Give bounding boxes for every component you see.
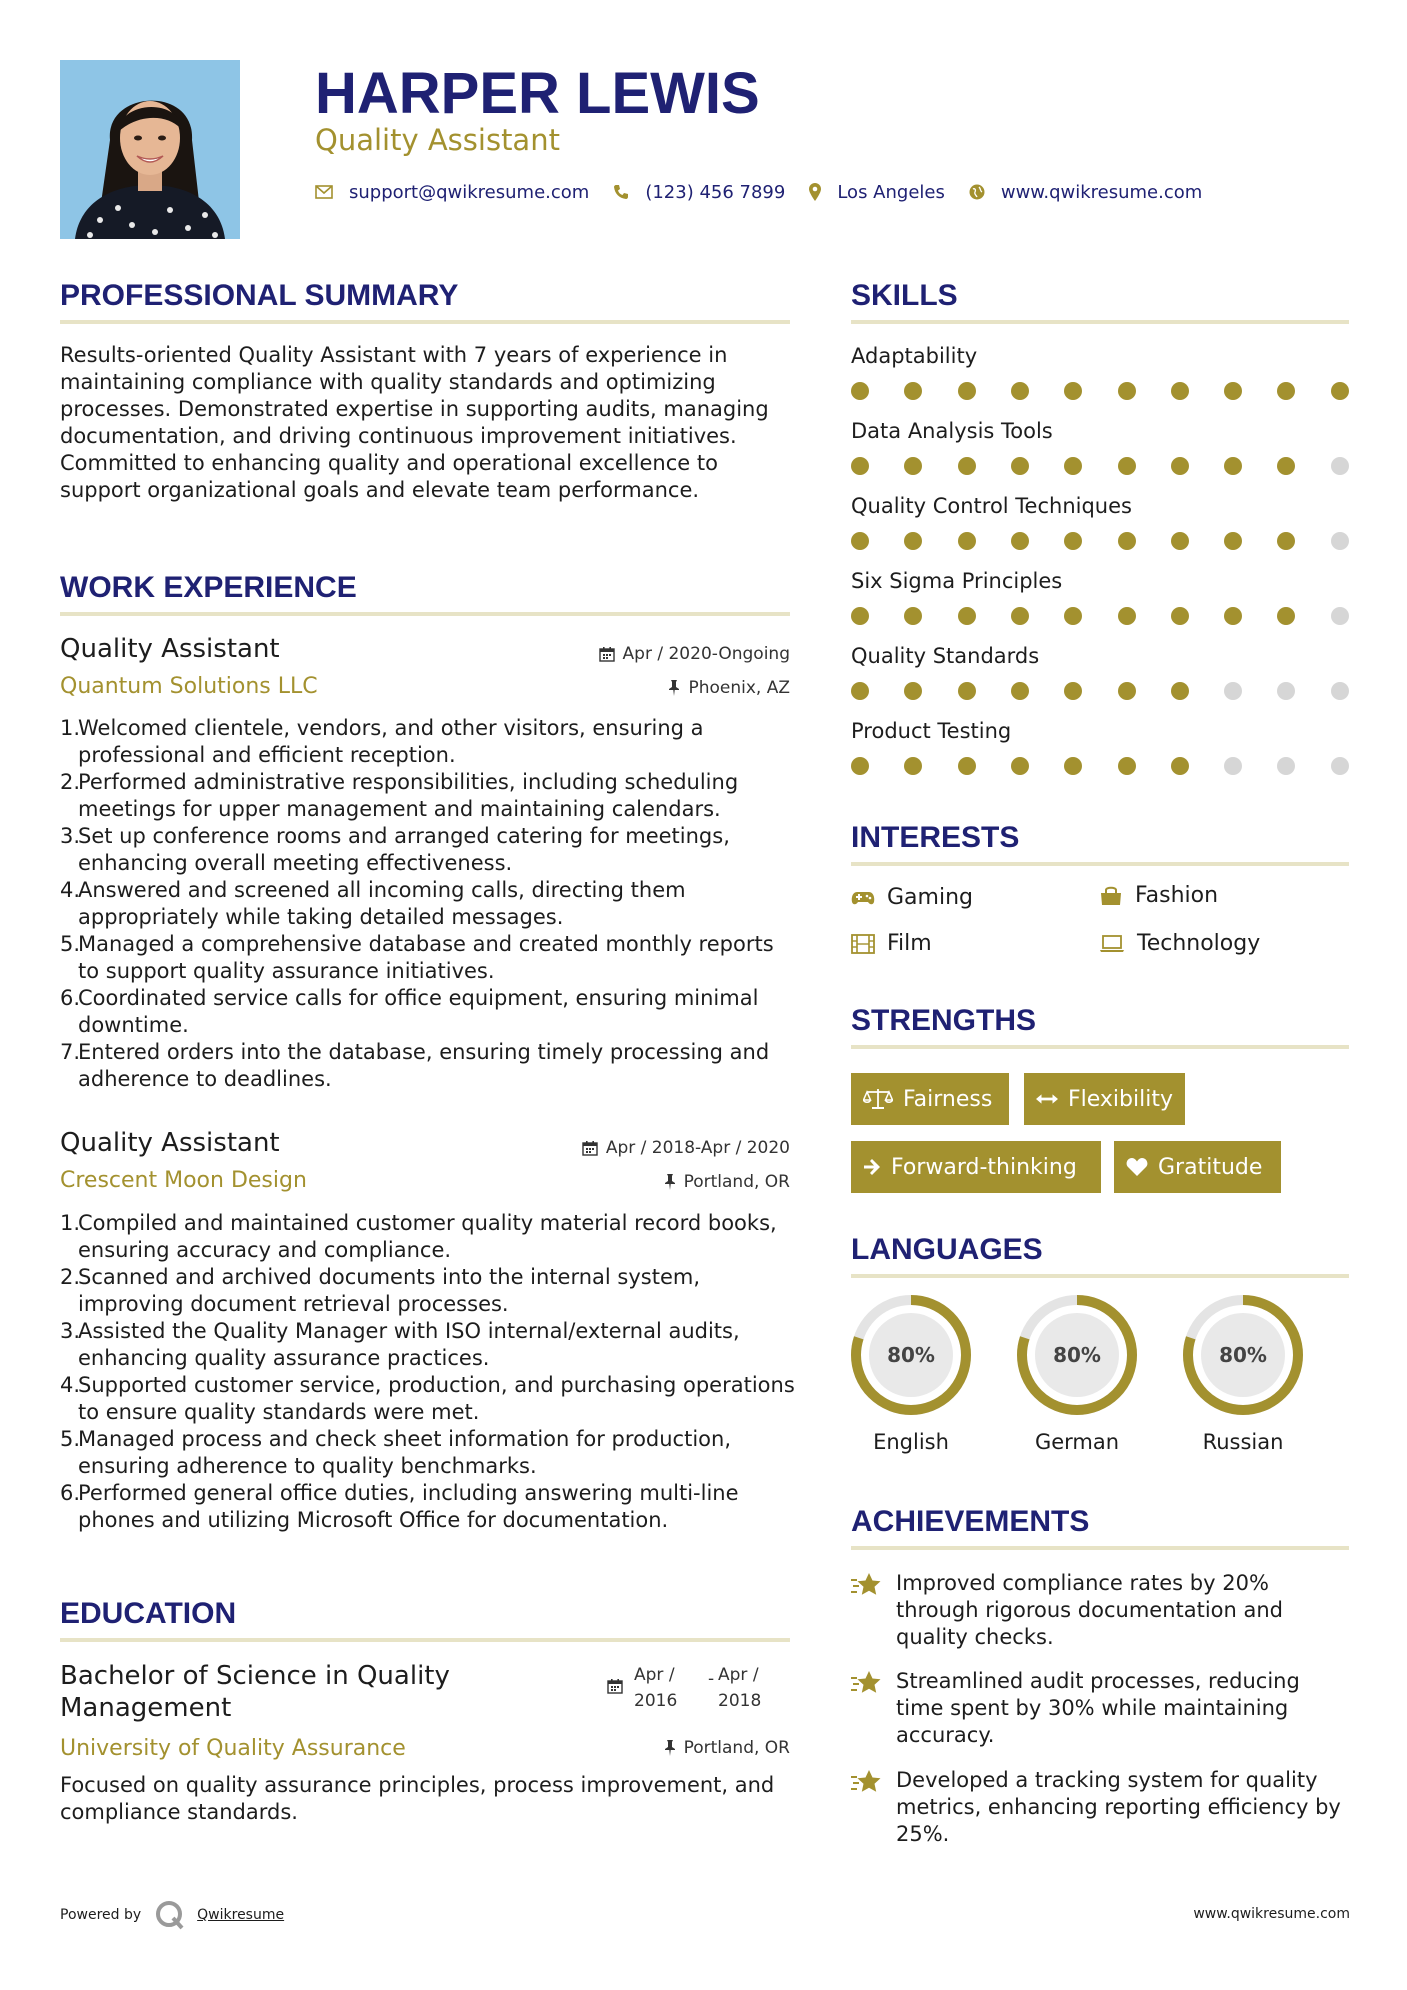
skill-dot-filled bbox=[1064, 382, 1082, 400]
duty-number: 4. bbox=[60, 1373, 81, 1397]
candidate-title: Quality Assistant bbox=[315, 123, 560, 157]
skill-dot-empty bbox=[1224, 757, 1242, 775]
duty-item bbox=[60, 715, 795, 769]
duty-item bbox=[60, 985, 795, 1039]
edu-end-month: Apr / bbox=[718, 1665, 759, 1685]
summary-divider bbox=[60, 320, 790, 324]
skill-dot-filled bbox=[1171, 607, 1189, 625]
job-2-dates bbox=[582, 1137, 790, 1159]
job-2-location-text: Portland, OR bbox=[683, 1172, 790, 1192]
skill-dot-filled bbox=[1064, 757, 1082, 775]
achievement-text: Streamlined audit processes, reducing time spent by 30% while maintaining accuracy. bbox=[896, 1669, 1300, 1747]
skill-dot-filled bbox=[1277, 607, 1295, 625]
language-name: English bbox=[873, 1430, 949, 1454]
duty-number: 1. bbox=[60, 716, 81, 740]
duty-item bbox=[60, 823, 795, 877]
job-1-dates-text: Apr / 2020-Ongoing bbox=[622, 644, 790, 664]
duty-text: Scanned and archived documents into the internal system, improving document retrieval processes. bbox=[78, 1265, 701, 1316]
strength-badge-fairness bbox=[851, 1073, 1009, 1125]
email-text: support@qwikresume.com bbox=[349, 181, 590, 203]
duty-item bbox=[60, 877, 795, 931]
star-award-icon bbox=[851, 1769, 883, 1799]
languages-divider bbox=[851, 1274, 1349, 1278]
skill-name: Quality Standards bbox=[851, 644, 1040, 668]
duty-number: 6. bbox=[60, 986, 81, 1010]
footer-powered-by bbox=[60, 1900, 284, 1930]
phone-text: (123) 456 7899 bbox=[645, 181, 786, 203]
pushpin-icon bbox=[664, 1174, 676, 1190]
duty-number: 5. bbox=[60, 932, 81, 956]
skill-dot-empty bbox=[1277, 757, 1295, 775]
interest-technology-label: Technology bbox=[1137, 931, 1261, 956]
calendar-icon bbox=[582, 1140, 598, 1156]
duty-number: 7. bbox=[60, 1040, 81, 1064]
powered-by-text: Powered by bbox=[60, 1907, 142, 1923]
skill-dot-filled bbox=[1171, 382, 1189, 400]
duty-text: Managed a comprehensive database and created monthly reports to support quality assurance initiatives. bbox=[78, 932, 774, 983]
arrows-horizontal-icon bbox=[1036, 1093, 1058, 1105]
duty-item bbox=[60, 1264, 795, 1318]
job-2-company: Crescent Moon Design bbox=[60, 1168, 307, 1193]
skill-dot-filled bbox=[1118, 382, 1136, 400]
footer-url[interactable]: www.qwikresume.com bbox=[1193, 1906, 1350, 1922]
phone-icon bbox=[613, 184, 629, 200]
skill-dot-filled bbox=[904, 382, 922, 400]
skill-rating bbox=[851, 457, 1346, 475]
language-name: German bbox=[1034, 1430, 1120, 1454]
website-text: www.qwikresume.com bbox=[1000, 181, 1203, 203]
achievement-text: Improved compliance rates by 20% through rigorous documentation and quality checks. bbox=[896, 1571, 1284, 1649]
language-percent: 80% bbox=[887, 1343, 935, 1367]
achievements-divider bbox=[851, 1546, 1349, 1550]
education-divider bbox=[60, 1638, 790, 1642]
language-ring-chart bbox=[849, 1293, 973, 1417]
degree-title: Bachelor of Science in Quality Management bbox=[60, 1661, 450, 1723]
duty-text: Supported customer service, production, and purchasing operations to ensure quality standards were met. bbox=[78, 1373, 795, 1424]
edu-start-year: 2016 bbox=[634, 1691, 678, 1711]
calendar-icon bbox=[599, 646, 615, 662]
duty-text: Entered orders into the database, ensuring timely processing and adherence to deadlines. bbox=[78, 1040, 770, 1091]
language-ring bbox=[1015, 1293, 1139, 1417]
calendar-icon bbox=[607, 1678, 623, 1694]
strength-badge-forward-thinking bbox=[851, 1141, 1101, 1193]
skill-dot-filled bbox=[1011, 607, 1029, 625]
job-1-title: Quality Assistant bbox=[60, 634, 280, 664]
skill-dot-filled bbox=[958, 757, 976, 775]
interests-divider bbox=[851, 862, 1349, 866]
job-2-dates-text: Apr / 2018-Apr / 2020 bbox=[605, 1138, 790, 1158]
job-1-dates bbox=[599, 643, 790, 665]
laptop-icon bbox=[1099, 935, 1125, 953]
skill-dot-empty bbox=[1331, 607, 1349, 625]
skill-dot-filled bbox=[904, 532, 922, 550]
strength-badge-gratitude bbox=[1114, 1141, 1281, 1193]
gamepad-icon bbox=[851, 890, 875, 906]
skill-dot-filled bbox=[1011, 757, 1029, 775]
achievement-text: Developed a tracking system for quality metrics, enhancing reporting efficiency by 25%. bbox=[896, 1768, 1341, 1846]
skill-dot-filled bbox=[1171, 532, 1189, 550]
skill-dot-filled bbox=[1224, 382, 1242, 400]
skill-rating bbox=[851, 532, 1346, 550]
skill-dot-empty bbox=[1331, 532, 1349, 550]
skill-dot-filled bbox=[851, 682, 869, 700]
interests-heading: INTERESTS bbox=[851, 821, 1020, 854]
globe-icon bbox=[969, 184, 985, 200]
duty-number: 3. bbox=[60, 1319, 81, 1343]
duty-text: Answered and screened all incoming calls, directing them appropriately while taking detailed messages. bbox=[78, 878, 686, 929]
achievements-heading: ACHIEVEMENTS bbox=[851, 1505, 1090, 1538]
skill-rating bbox=[851, 757, 1346, 775]
brand-link[interactable]: Qwikresume bbox=[197, 1907, 285, 1923]
contact-location bbox=[809, 182, 945, 203]
interest-film bbox=[851, 930, 932, 958]
skill-dot-filled bbox=[904, 682, 922, 700]
skill-dot-filled bbox=[904, 757, 922, 775]
duty-item bbox=[60, 769, 795, 823]
heart-icon bbox=[1126, 1157, 1148, 1177]
skill-name: Product Testing bbox=[851, 719, 1012, 743]
skill-dot-filled bbox=[1171, 457, 1189, 475]
language-ring bbox=[849, 1293, 973, 1417]
skill-dot-filled bbox=[1118, 532, 1136, 550]
interest-technology bbox=[1099, 930, 1260, 958]
skill-dot-empty bbox=[1224, 682, 1242, 700]
contact-website[interactable] bbox=[969, 182, 1202, 203]
skill-rating bbox=[851, 382, 1346, 400]
contact-email[interactable] bbox=[315, 182, 589, 203]
skill-dot-filled bbox=[851, 382, 869, 400]
duty-item bbox=[60, 1426, 795, 1480]
interest-gaming-label: Gaming bbox=[887, 885, 973, 910]
skill-dot-filled bbox=[1277, 532, 1295, 550]
skill-dot-filled bbox=[1277, 382, 1295, 400]
duty-number: 1. bbox=[60, 1211, 81, 1235]
skill-dot-filled bbox=[1011, 382, 1029, 400]
language-name: Russian bbox=[1202, 1430, 1284, 1454]
job-1-location bbox=[668, 677, 790, 699]
map-pin-icon bbox=[809, 183, 821, 201]
skill-dot-filled bbox=[904, 457, 922, 475]
strength-fairness-label: Fairness bbox=[903, 1086, 993, 1112]
skill-dot-filled bbox=[958, 382, 976, 400]
candidate-name: HARPER LEWIS bbox=[315, 61, 760, 126]
duty-text: Performed general office duties, including answering multi-line phones and utilizing Microsoft Office for documentation. bbox=[78, 1481, 739, 1532]
summary-text: Results-oriented Quality Assistant with 7 years of experience in maintaining compliance with quality standards and optimizing processes. Demonstrated expertise in supporting audits, managing documentation, and driving continuous improvement initiatives. Committed to enhancing quality and operational excellence to support organizational goals and elevate team performance. bbox=[60, 343, 769, 502]
skill-dot-filled bbox=[958, 607, 976, 625]
skill-dot-filled bbox=[1224, 457, 1242, 475]
skill-name: Six Sigma Principles bbox=[851, 569, 1063, 593]
envelope-icon bbox=[315, 185, 333, 199]
skill-dot-filled bbox=[1224, 532, 1242, 550]
skill-dot-filled bbox=[1331, 382, 1349, 400]
skill-rating bbox=[851, 607, 1346, 625]
languages-heading: LANGUAGES bbox=[851, 1233, 1043, 1266]
pushpin-icon bbox=[664, 1740, 676, 1756]
skill-dot-filled bbox=[1064, 682, 1082, 700]
location-text: Los Angeles bbox=[837, 181, 945, 203]
qwikresume-logo-icon bbox=[155, 1900, 185, 1930]
duty-item bbox=[60, 1039, 795, 1093]
strength-flexibility-label: Flexibility bbox=[1068, 1086, 1173, 1112]
duty-number: 5. bbox=[60, 1427, 81, 1451]
interest-film-label: Film bbox=[887, 931, 932, 956]
portrait-illustration bbox=[60, 60, 240, 239]
arrow-right-icon bbox=[863, 1158, 881, 1176]
job-1-location-text: Phoenix, AZ bbox=[688, 678, 790, 698]
summary-heading: PROFESSIONAL SUMMARY bbox=[60, 279, 459, 312]
skill-dot-filled bbox=[1277, 457, 1295, 475]
education-location bbox=[664, 1737, 790, 1759]
language-percent: 80% bbox=[1053, 1343, 1101, 1367]
duty-item bbox=[60, 1318, 795, 1372]
experience-heading: WORK EXPERIENCE bbox=[60, 571, 357, 604]
skill-dot-filled bbox=[1118, 757, 1136, 775]
skill-dot-filled bbox=[1224, 607, 1242, 625]
duty-text: Set up conference rooms and arranged catering for meetings, enhancing overall meeting effectiveness. bbox=[78, 824, 730, 875]
experience-divider bbox=[60, 612, 790, 616]
skill-dot-filled bbox=[1011, 532, 1029, 550]
skill-dot-filled bbox=[1118, 607, 1136, 625]
skill-dot-filled bbox=[904, 607, 922, 625]
star-award-icon bbox=[851, 1572, 883, 1602]
strength-gratitude-label: Gratitude bbox=[1158, 1154, 1263, 1180]
duty-number: 2. bbox=[60, 1265, 81, 1289]
edu-start-month: Apr / bbox=[634, 1665, 675, 1685]
bag-icon bbox=[1099, 886, 1123, 906]
duty-item bbox=[60, 1372, 795, 1426]
skill-dot-filled bbox=[1064, 532, 1082, 550]
skill-dot-filled bbox=[1118, 682, 1136, 700]
contact-phone[interactable] bbox=[613, 182, 785, 203]
language-percent: 80% bbox=[1219, 1343, 1267, 1367]
skill-dot-filled bbox=[958, 532, 976, 550]
skill-dot-filled bbox=[1171, 682, 1189, 700]
job-2-duties bbox=[60, 1210, 795, 1534]
duty-text: Welcomed clientele, vendors, and other visitors, ensuring a professional and efficient reception. bbox=[78, 716, 704, 767]
duty-number: 2. bbox=[60, 770, 81, 794]
strength-badge-flexibility bbox=[1024, 1073, 1185, 1125]
job-1-duties bbox=[60, 715, 795, 1093]
skill-dot-filled bbox=[851, 532, 869, 550]
skill-dot-filled bbox=[958, 682, 976, 700]
education-description: Focused on quality assurance principles, process improvement, and compliance standards. bbox=[60, 1773, 775, 1824]
skill-dot-empty bbox=[1331, 682, 1349, 700]
pushpin-icon bbox=[668, 680, 680, 696]
skill-dot-filled bbox=[1011, 682, 1029, 700]
strengths-divider bbox=[851, 1045, 1349, 1049]
job-2-location bbox=[664, 1171, 790, 1193]
strength-forward-thinking-label: Forward-thinking bbox=[891, 1154, 1077, 1180]
interest-fashion-label: Fashion bbox=[1135, 883, 1219, 908]
skill-dot-filled bbox=[851, 607, 869, 625]
duty-item bbox=[60, 1210, 795, 1264]
skill-name: Adaptability bbox=[851, 344, 978, 368]
edu-end-year: 2018 bbox=[718, 1691, 762, 1711]
interest-fashion bbox=[1099, 882, 1218, 910]
education-heading: EDUCATION bbox=[60, 1597, 237, 1630]
duty-text: Coordinated service calls for office equipment, ensuring minimal downtime. bbox=[78, 986, 759, 1037]
duty-number: 6. bbox=[60, 1481, 81, 1505]
language-ring bbox=[1181, 1293, 1305, 1417]
skills-divider bbox=[851, 320, 1349, 324]
skill-dot-filled bbox=[958, 457, 976, 475]
contact-bar bbox=[315, 178, 1226, 206]
skill-dot-filled bbox=[1064, 607, 1082, 625]
education-location-text: Portland, OR bbox=[683, 1738, 790, 1758]
job-2-title: Quality Assistant bbox=[60, 1128, 280, 1158]
profile-photo bbox=[60, 60, 240, 239]
skill-dot-filled bbox=[851, 757, 869, 775]
language-ring-chart bbox=[1015, 1293, 1139, 1417]
school-name: University of Quality Assurance bbox=[60, 1736, 406, 1761]
duty-item bbox=[60, 1480, 795, 1534]
duty-text: Managed process and check sheet information for production, ensuring adherence to quality benchmarks. bbox=[78, 1427, 731, 1478]
skill-dot-filled bbox=[1171, 757, 1189, 775]
job-1-company: Quantum Solutions LLC bbox=[60, 674, 318, 699]
duty-number: 4. bbox=[60, 878, 81, 902]
duty-number: 3. bbox=[60, 824, 81, 848]
skill-name: Quality Control Techniques bbox=[851, 494, 1132, 518]
skill-rating bbox=[851, 682, 1346, 700]
strengths-heading: STRENGTHS bbox=[851, 1004, 1037, 1037]
skill-dot-filled bbox=[1064, 457, 1082, 475]
skill-name: Data Analysis Tools bbox=[851, 419, 1053, 443]
skill-dot-filled bbox=[1011, 457, 1029, 475]
skill-dot-empty bbox=[1331, 757, 1349, 775]
language-ring-chart bbox=[1181, 1293, 1305, 1417]
balance-scale-icon bbox=[863, 1088, 893, 1110]
duty-text: Assisted the Quality Manager with ISO internal/external audits, enhancing quality assurance practices. bbox=[78, 1319, 740, 1370]
duty-text: Compiled and maintained customer quality material record books, ensuring accuracy and compliance. bbox=[78, 1211, 777, 1262]
interest-gaming bbox=[851, 884, 973, 912]
duty-text: Performed administrative responsibilities, including scheduling meetings for upper management and maintaining calendars. bbox=[78, 770, 739, 821]
skill-dot-empty bbox=[1277, 682, 1295, 700]
skill-dot-filled bbox=[851, 457, 869, 475]
duty-item bbox=[60, 931, 795, 985]
skill-dot-empty bbox=[1331, 457, 1349, 475]
skill-dot-filled bbox=[1118, 457, 1136, 475]
edu-date-dash: - bbox=[708, 1669, 715, 1689]
star-award-icon bbox=[851, 1670, 883, 1700]
skills-heading: SKILLS bbox=[851, 279, 958, 312]
film-icon bbox=[851, 934, 875, 954]
